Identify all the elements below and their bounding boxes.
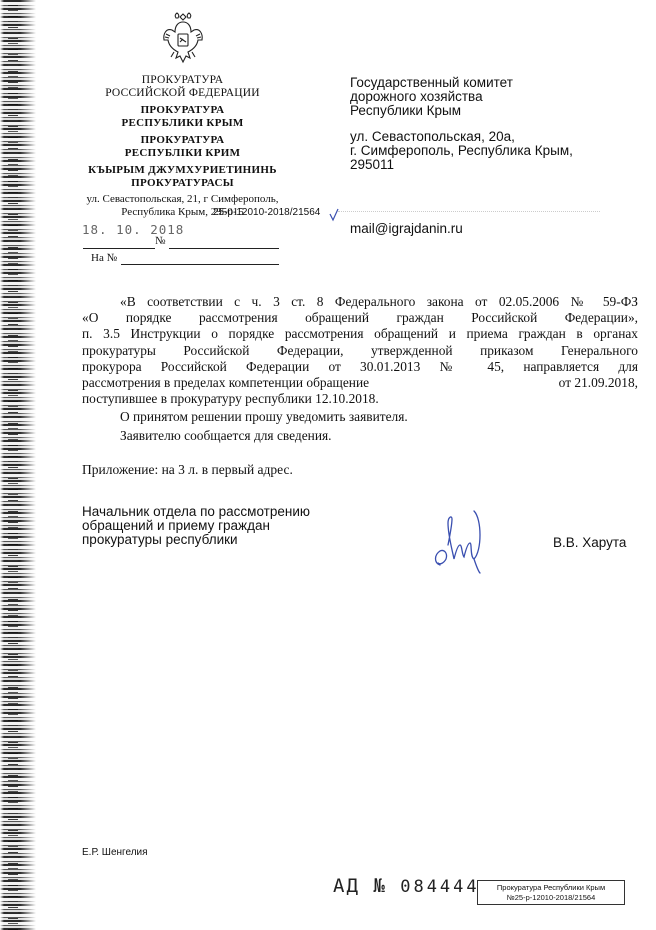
attachment-note: Приложение: на 3 л. в первый адрес. <box>82 462 293 477</box>
registration-stamp <box>477 880 625 905</box>
handwritten-signature <box>430 505 490 575</box>
issuer-line: РОССИЙСКОЙ ФЕДЕРАЦИИ <box>105 87 260 99</box>
letter-body <box>82 294 638 444</box>
body-line: «О порядке рассмотрения обращений граждан Российской Федерации», <box>82 310 638 326</box>
signer-title-line: Начальник отдела по рассмотрению <box>82 504 310 519</box>
recipient-name: дорожного хозяйства <box>350 89 483 104</box>
body-line <box>82 375 638 391</box>
na-number-label: На № <box>91 252 118 264</box>
coat-of-arms-icon <box>160 10 206 66</box>
body-line: прокуратуры Российской Федерации, утвержденной приказом Генерального <box>82 342 638 358</box>
issuer-address: Республика Крым, 295015 <box>121 206 244 218</box>
signer-title-line: прокуратуры республики <box>82 532 238 547</box>
issuer-block <box>80 74 285 219</box>
reference-number: 25-р-12010-2018/21564 <box>213 207 321 218</box>
scan-edge <box>0 0 36 930</box>
issuer-line: КЪЫРЫМ ДЖУМХУРИЕТИНИНЬ <box>88 164 277 176</box>
body-line: прокурора Российской Федерации от 30.01.2013 № 45, направляется для <box>82 358 638 374</box>
body-line-part: рассмотрения в пределах компетенции обращение <box>82 375 370 391</box>
executor-name: Е.Р. Шенгелия <box>82 847 148 858</box>
recipient-address: г. Симферополь, Республика Крым, <box>350 143 573 158</box>
recipient-address: 295011 <box>350 157 395 172</box>
signer-name: В.В. Харута <box>553 535 627 550</box>
date-stamp: 18. 10. 2018 <box>82 222 185 237</box>
recipient-email: mail@igrajdanin.ru <box>350 221 463 236</box>
issuer-line: РЕСПУБЛІКИ КРИМ <box>124 147 241 159</box>
scan-edge-marks <box>8 0 18 930</box>
body-line: п. 3.5 Инструкции о порядке рассмотрения обращений и приема граждан в органах <box>82 326 638 342</box>
recipient-address: ул. Севастопольская, 20а, <box>350 129 515 144</box>
serial-prefix: АД № <box>333 875 387 897</box>
body-line: О принятом решении прошу уведомить заявителя. <box>120 409 408 425</box>
number-label: № <box>155 235 166 247</box>
recipient-block <box>350 76 620 172</box>
issuer-line: ПРОКУРАТУРА <box>140 104 225 116</box>
body-line-part: от 21.09.2018, <box>558 375 638 391</box>
stamp-line: №25-р-12010-2018/21564 <box>506 893 596 902</box>
recipient-name: Государственный комитет <box>350 75 513 90</box>
body-line: поступившее в прокуратуру республики 12.10.2018. <box>82 391 379 407</box>
recipient-name: Республики Крым <box>350 103 461 118</box>
body-line: Заявителю сообщается для сведения. <box>120 427 332 443</box>
issuer-line: ПРОКУРАТУРАСЫ <box>131 177 234 189</box>
stamp-line: Прокуратура Республики Крым <box>496 883 606 892</box>
divider <box>338 211 600 212</box>
issuer-address: ул. Севастопольская, 21, г Симферополь, <box>86 193 279 205</box>
signer-title-line: обращений и приему граждан <box>82 518 270 533</box>
issuer-line: РЕСПУБЛИКИ КРЫМ <box>121 117 244 129</box>
serial-digits: 084444 <box>400 877 480 897</box>
serial-number <box>333 875 480 897</box>
signer-title <box>82 505 332 547</box>
issuer-line: ПРОКУРАТУРА <box>141 74 224 86</box>
body-line: «В соответствии с ч. 3 ст. 8 Федерального закона от 02.05.2006 № 59-ФЗ <box>120 294 638 309</box>
issuer-line: ПРОКУРАТУРА <box>140 134 225 146</box>
